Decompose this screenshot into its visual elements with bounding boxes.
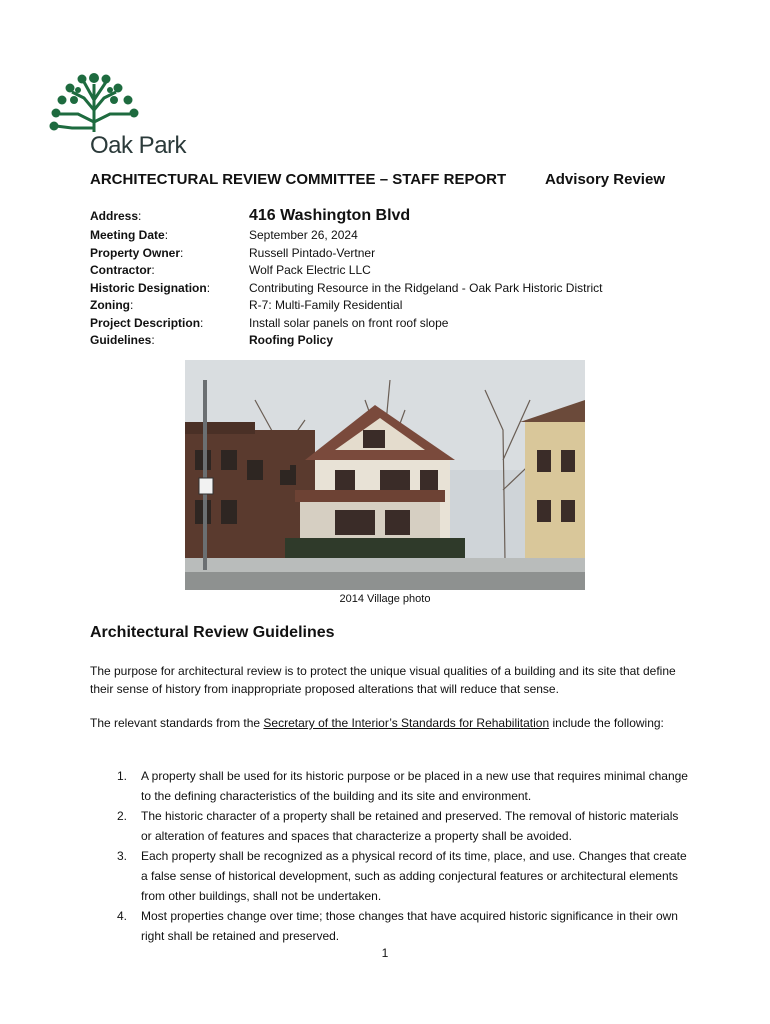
- standards-intro-paragraph: The relevant standards from the Secretary of the Interior’s Standards for Rehabilitation include the following:: [90, 716, 664, 730]
- info-value-meeting-date: September 26, 2024: [249, 228, 358, 242]
- standards-link[interactable]: Secretary of the Interior’s Standards for Rehabilitation: [263, 716, 550, 730]
- info-row-address: [90, 205, 690, 227]
- info-row-guidelines: [90, 332, 690, 350]
- photo-caption: 2014 Village photo: [339, 593, 431, 605]
- info-label: Address:: [90, 209, 142, 223]
- info-value-project-description: Install solar panels on front roof slope: [249, 315, 449, 330]
- logo-wordmark: Oak Park: [90, 132, 187, 159]
- info-value-contractor: Wolf Pack Electric LLC: [249, 263, 371, 277]
- property-photo: [185, 360, 585, 590]
- info-label: Project Description:: [90, 315, 204, 330]
- info-row-zoning: [90, 297, 690, 315]
- list-item: 2. The historic character of a property shall be retained and preserved. The removal of historic materials or alteration of features and spaces that characterize a property shall be avoided.: [117, 809, 679, 843]
- info-row-historic-designation: [90, 280, 690, 298]
- info-label: Zoning:: [90, 298, 134, 312]
- page-number: 1: [381, 946, 389, 960]
- info-value-zoning: R-7: Multi-Family Residential: [249, 298, 403, 312]
- list-item: 4. Most properties change over time; those changes that have acquired historic significance in their own right shall be retained and preserved.: [117, 909, 678, 943]
- info-value-historic-designation: Contributing Resource in the Ridgeland - Oak Park Historic District: [249, 280, 603, 295]
- info-value-property-owner: Russell Pintado-Vertner: [249, 245, 376, 260]
- review-type: Advisory Review: [544, 171, 665, 188]
- info-row-property-owner: [90, 245, 690, 263]
- info-row-meeting-date: [90, 227, 690, 245]
- standards-list: [90, 766, 690, 946]
- info-label: Property Owner:: [90, 245, 184, 260]
- info-row-contractor: [90, 262, 690, 280]
- property-info-table: [90, 205, 690, 350]
- info-value-guidelines: Roofing Policy: [249, 333, 333, 347]
- info-label: Contractor:: [90, 263, 155, 277]
- info-label: Guidelines:: [90, 333, 155, 347]
- purpose-paragraph: The purpose for architectural review is to protect the unique visual qualities of a building and its site that define their sense of history from inappropriate proposed alterations that will reduce that sense.: [90, 664, 676, 696]
- info-value-address: 416 Washington Blvd: [249, 207, 411, 224]
- list-item: 3. Each property shall be recognized as a physical record of its time, place, and use. Changes that create a false sense of historical development, such as adding conjectural features or architectural elements from other buildings, shall not be undertaken.: [117, 849, 687, 903]
- info-label: Meeting Date:: [90, 228, 169, 242]
- oak-tree-icon: [48, 70, 188, 140]
- info-row-project-description: [90, 315, 690, 333]
- info-label: Historic Designation:: [90, 280, 211, 295]
- report-title: ARCHITECTURAL REVIEW COMMITTEE – STAFF REPORT: [90, 171, 507, 188]
- oak-park-logo: [48, 70, 188, 160]
- list-item: 1. A property shall be used for its historic purpose or be placed in a new use that requires minimal change to the defining characteristics of the building and its site and environment.: [117, 769, 688, 803]
- section-heading: Architectural Review Guidelines: [90, 624, 335, 641]
